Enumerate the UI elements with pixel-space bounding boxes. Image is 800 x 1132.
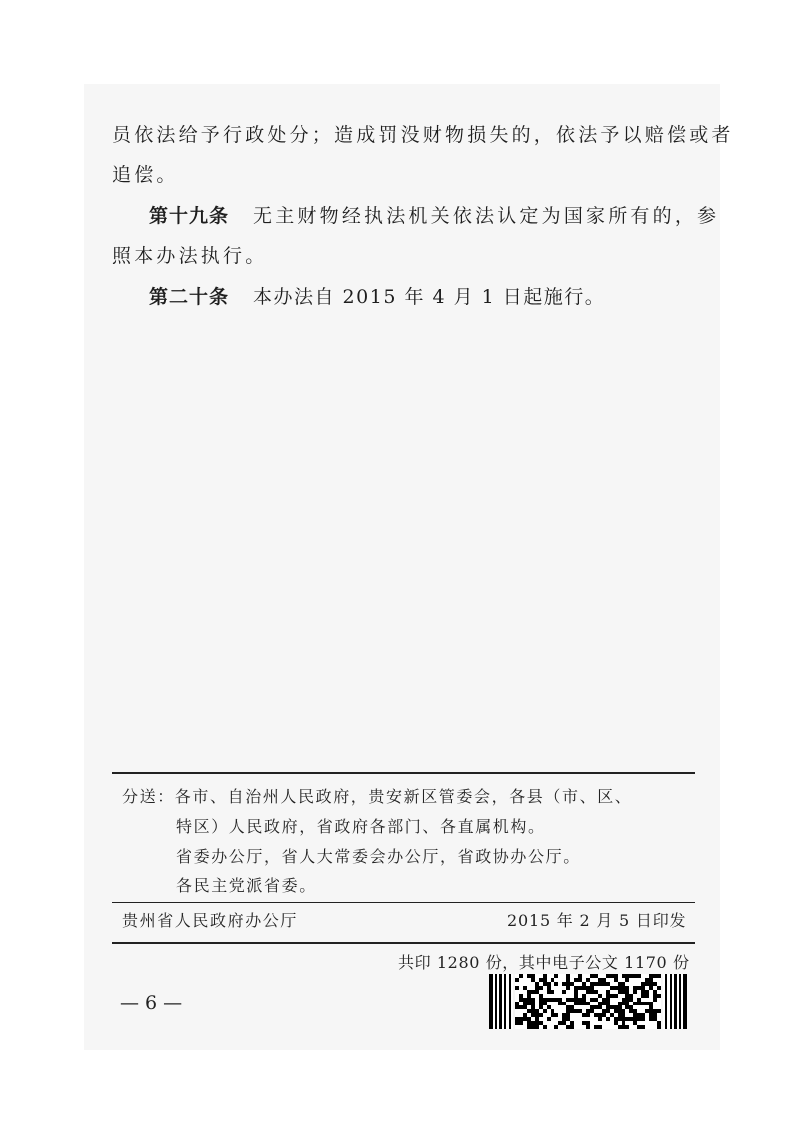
article-continuation-line-1: 员依法给予行政处分；造成罚没财物损失的，依法予以赔偿或者 <box>112 124 734 146</box>
issuer-office: 贵州省人民政府办公厅 <box>122 911 299 930</box>
article-20-text: 本办法自 2015 年 4 月 1 日起施行。 <box>253 286 606 308</box>
barcode-right-bars <box>663 974 687 1029</box>
issue-date: 2015 年 2 月 5 日印发 <box>507 911 687 930</box>
issuer-bottom-rule <box>112 942 695 944</box>
distribution-line-3: 省委办公厅，省人大常委会办公厅，省政协办公厅。 <box>176 847 581 866</box>
issuer-top-rule <box>112 902 695 903</box>
article-19-text-line-1: 无主财物经执法机关依法认定为国家所有的，参 <box>253 205 720 227</box>
article-20-title: 第二十条 <box>149 286 230 308</box>
document-barcode <box>489 974 687 1029</box>
distribution-line-1: 分送：各市、自治州人民政府，贵安新区管委会，各县（市、区、 <box>122 787 633 806</box>
article-19-text-line-2: 照本办法执行。 <box>112 245 268 267</box>
print-count: 共印 1280 份，其中电子公文 1170 份 <box>398 953 690 972</box>
matrix-code <box>515 974 661 1029</box>
page-background <box>84 84 720 1050</box>
barcode-left-bars <box>489 974 513 1029</box>
article-20 <box>149 286 605 308</box>
article-19-title: 第十九条 <box>149 205 230 227</box>
distribution-top-rule <box>112 772 695 774</box>
distribution-line-2: 特区）人民政府，省政府各部门、各直属机构。 <box>176 817 546 836</box>
distribution-line-4: 各民主党派省委。 <box>176 876 317 895</box>
page-number: — 6 — <box>120 992 183 1014</box>
article-19 <box>149 205 719 227</box>
article-continuation-line-2: 追偿。 <box>112 164 179 186</box>
